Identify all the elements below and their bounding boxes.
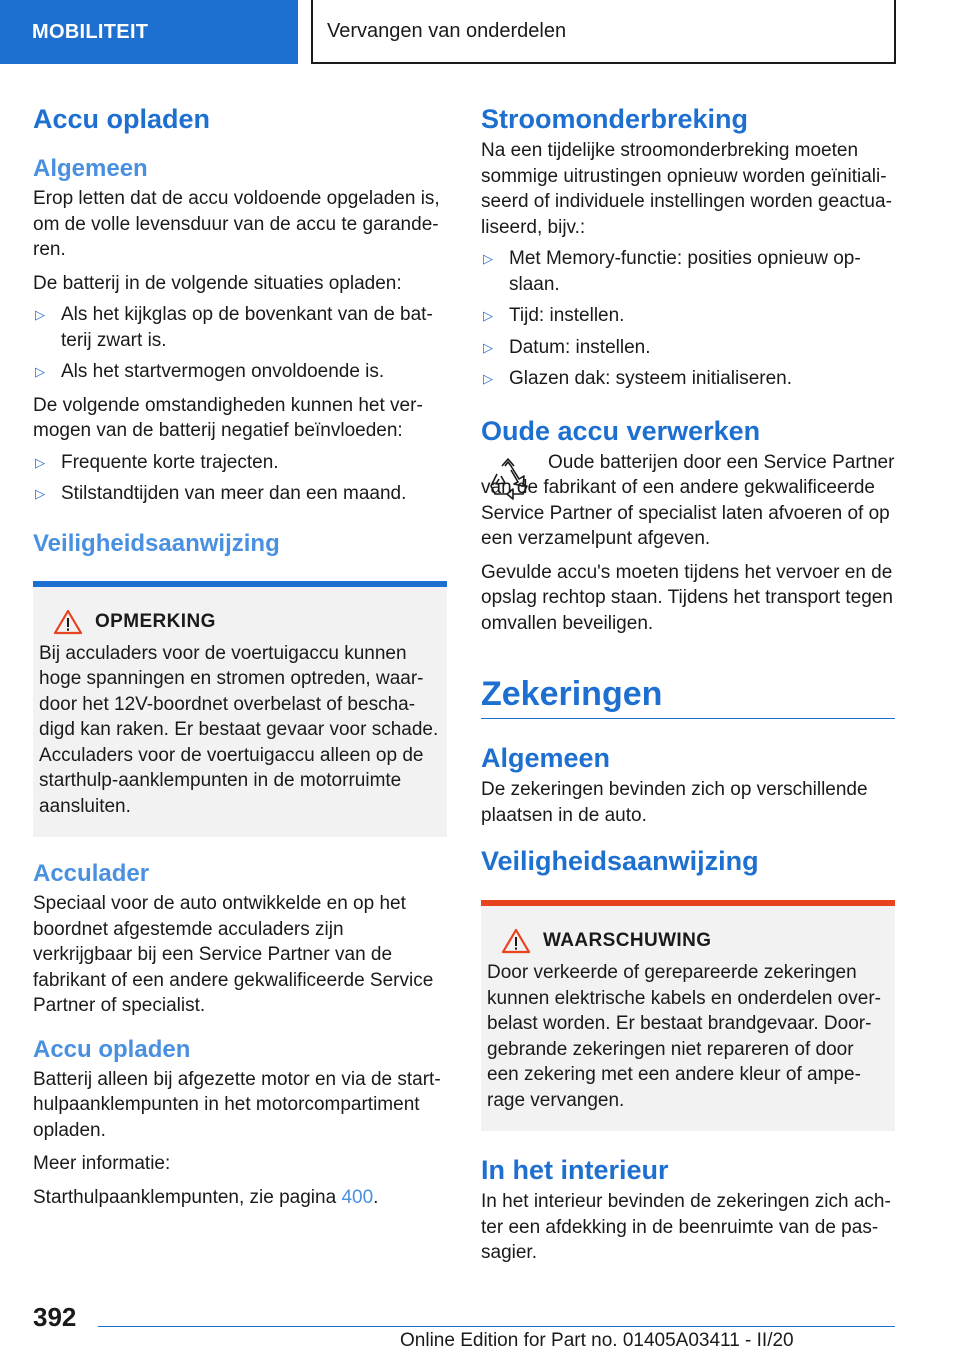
stroom-list (481, 246, 895, 392)
accu-opladen-title: Accu opladen (33, 104, 211, 134)
triangle-right-icon: ▷ (483, 339, 493, 355)
page-link[interactable]: 400 (341, 1186, 374, 1208)
triangle-right-icon: ▷ (483, 371, 493, 386)
list-item: ▷ Frequente korte trajecten. (33, 450, 447, 476)
oude-accu-text-2: Gevulde accu's moeten tijdens het vervoer en de opslag rechtop staan. Tijdens het transport tegen omvallen beveiligen. (481, 561, 893, 634)
safety-heading: Veiligheidsaanwijzing (33, 529, 280, 557)
footer-divider (98, 1326, 895, 1327)
notice-text: Bij acculaders voor de voertuigaccu kunnen hoge spanningen en stromen optreden, waardoor het 12V-boordnet overbelast of beschadigd kan raken. Er bestaat gevaar voor schade. Acculaders voor de voertuigaccu alleen op de starthulp-aanklempunten in de motorruimte aansluiten. (39, 642, 439, 817)
zekeringen-title-block (481, 670, 895, 719)
stroom-heading: Stroomonderbreking (481, 104, 749, 134)
triangle-right-icon: ▷ (35, 486, 45, 501)
list-item: ▷ Glazen dak: systeem initialiseren. (481, 366, 895, 392)
oude-accu-heading: Oude accu verwerken (481, 415, 761, 446)
recycle-icon (483, 456, 533, 506)
acculader-heading: Acculader (33, 860, 150, 887)
triangle-right-icon: ▷ (35, 454, 45, 470)
zekeringen-title: Zekeringen (481, 675, 663, 713)
opladen-text: Batterij alleen bij afgezette motor en via de starthulpaanklempunten in het motorcompartiment opladen. (33, 1068, 441, 1141)
page-reference: Starthulpaanklempunten, zie pagina 400. (33, 1186, 379, 1208)
warning-text: Door verkeerde of gerepareerde zekeringen kunnen elektrische kabels en onderdelen overbelast worden. Er bestaat brandgevaar. Doorgebrande zekeringen niet repareren of door een zekering met een andere kleur of amperage vervangen. (487, 962, 881, 1111)
acculader-text: Speciaal voor de auto ontwikkelde en op het boordnet afgestemde acculaders zijn verkrijgbaar bij een Service Partner van de fabrikant of een andere gekwalificeerde Service Partner of specialist. (33, 893, 434, 1016)
algemeen-heading: Algemeen (33, 155, 148, 182)
algemeen-paragraph-1: Erop letten dat de accu voldoende opgeladen is, om de volle levensduur van de accu te garanderen. (33, 188, 440, 260)
section-label: MOBILITEIT (32, 20, 149, 43)
interieur-text: In het interieur bevinden de zekeringen zich achter een afdekking in de beenruimte van de passagier. (481, 1191, 891, 1263)
opladen-heading: Accu opladen (33, 1035, 191, 1063)
edition-text: Online Edition for Part no. 01405A03411 - II/20 (400, 1330, 794, 1351)
warning-triangle-icon (501, 928, 531, 954)
zekeringen-algemeen-heading: Algemeen (481, 743, 611, 773)
algemeen-paragraph-2: De batterij in de volgende situaties opladen: (33, 272, 402, 294)
section-tab (0, 0, 298, 64)
zekeringen-algemeen-text: De zekeringen bevinden zich op verschillende plaatsen in de auto. (481, 779, 868, 826)
triangle-right-icon: ▷ (483, 251, 493, 266)
list-item: ▷ Met Memory-functie: posities opnieuw opslaan. (483, 248, 861, 295)
circumstances-list (33, 450, 447, 507)
more-info-label: Meer informatie: (33, 1153, 171, 1174)
triangle-right-icon: ▷ (35, 307, 45, 322)
list-item: ▷ Tijd: instellen. (481, 303, 895, 329)
warning-box (481, 900, 895, 1131)
page-number: 392 (33, 1302, 77, 1332)
chapter-label: Vervangen van onderdelen (327, 19, 567, 42)
notice-title: OPMERKING (95, 610, 216, 632)
warning-triangle-icon (53, 609, 83, 635)
left-column (33, 100, 447, 1210)
list-item: ▷ Als het kijkglas op de bovenkant van de batterij zwart is. (35, 304, 433, 351)
list-item: ▷ Datum: instellen. (481, 335, 895, 361)
chapter-tab (311, 0, 896, 64)
triangle-right-icon: ▷ (483, 308, 493, 323)
oude-accu-text-1: Oude batterijen door een Service Partner van de fabrikant of een andere gekwalificeerde Service Partner of specialist laten afvoeren of op een verzamelpunt afgeven. (481, 451, 895, 549)
notice-box (33, 581, 447, 838)
interieur-heading: In het interieur (481, 1155, 669, 1185)
triangle-right-icon: ▷ (35, 364, 45, 379)
list-item: ▷ Als het startvermogen onvoldoende is. (33, 359, 447, 385)
recycle-block (481, 450, 895, 552)
algemeen-paragraph-3: De volgende omstandigheden kunnen het vermogen van de batterij negatief beïnvloeden: (33, 394, 423, 441)
warning-title: WAARSCHUWING (543, 930, 712, 951)
zekeringen-safety-heading: Veiligheidsaanwijzing (481, 846, 759, 876)
situations-list (33, 302, 447, 385)
list-item: ▷ Stilstandtijden van meer dan een maand. (33, 481, 447, 507)
right-column (481, 100, 895, 1266)
stroom-text: Na een tijdelijke stroomonderbreking moeten sommige uitrustingen opnieuw worden geïnitialiseerd of individuele instellingen worden geactualiseerd, bijv.: (481, 140, 892, 238)
